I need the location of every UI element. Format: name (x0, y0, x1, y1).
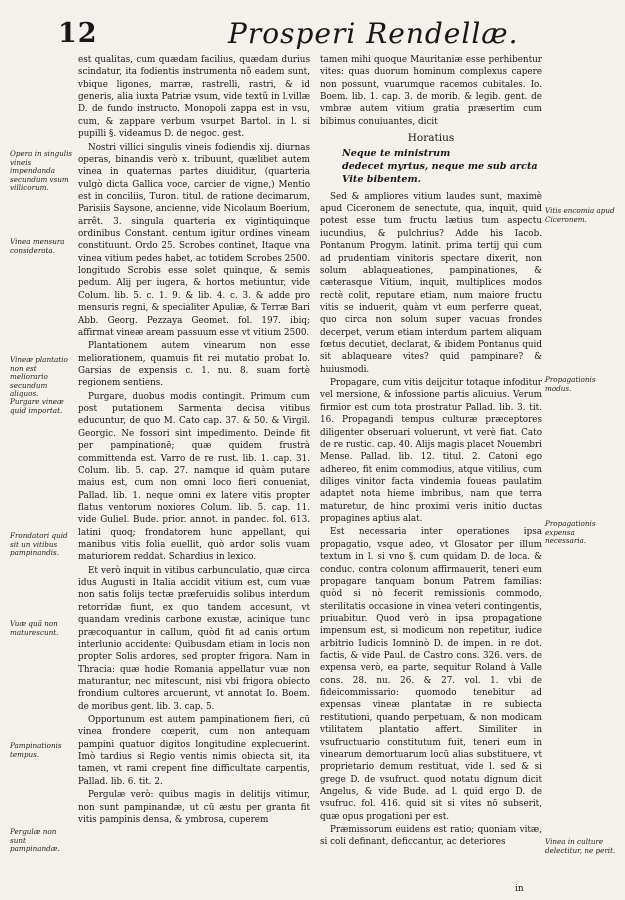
margin-note: Frondatori quid sit un vitibus pampinandis. (10, 531, 68, 558)
paragraph: Et verò inquit in vitibus carbunculatio, quæ circa idus Augusti in Italia accidit vitium est, cum vuæ non satis folijs tectæ præferuidis solibus interdum retorridæ fiunt, ex quo tandem accesunt, vt quandam vredinis carbone exustæ, acinique tunc præcoquantur in callum, quòd fit ad canis ortum interlunio accidente: Quibusdam etiam in locis non propter Solis ardores, sed propter frigora. Nam in Thracia: quæ hodie Romania appellatur vuæ non maturantur, nec mitescunt, nisi vbi frigora obiecto frondium cultores arcuerunt, vt annotat Io. Boem. de moribus gent. lib. 3. cap. 5. (78, 565, 310, 712)
paragraph: Sed & ampliores vitium laudes sunt, maximè apud Ciceronem de senectute, qua, inquit, quid potest esse tum fructu lætius tum aspectu iucundius, & pulchrius? Adde his Iacob. Pontanum Progym. latinit. prima tertij qui cum ad prudentiam vinitoris spectare dixerit, non solum ablaqueationes, pampinationes, & cæterasque Vitium, inquit, multiplices modos rectè colit, reputare etiam, num maiore fructu vitis se induerit, quàm vt eum perferre queat, quo circa non solum super vacuas frondes decerpet, verum etiam interdum partem aliquam fœtus decutiet, declarat, & ibidem Pontanus quid sit ablaqueare vites? quid pampinare? & huiusmodi. (320, 191, 542, 375)
margin-note: Vinea mensura considerata. (10, 237, 65, 255)
margin-note: Vitis encomia apud Ciceronem. (545, 206, 615, 224)
poem-quote (342, 147, 542, 187)
margin-note: Pampinationis tempus. (10, 741, 62, 759)
paragraph: est qualitas, cum quædam facilius, quædam durius scindatur, ita fodientis instrumenta nõ eadem sunt, vbique ligones, marræ, rastrelli, rastri, & id generis, alia iuxta Patriæ vsum, vide textũ in l.villæ D. de fundo instructo. Monopoli zappa est in vsu, cum, & zappare verbum vsurpet Bartol. in l. si pupilli §. videamus D. de negoc. gest. (78, 55, 310, 140)
paragraph: Purgare, duobus modis contingit. Primum cum post putationem Sarmenta decisa vitibus educuntur, de quo M. Cato cap. 37. & 50. & Virgil. Georgic. Ne fossori sint impedimento. Deinde fit per pampinationē; quæ quidem frustrà committenda est. Varro de re rust. lib. 1. cap. 31. Colum. lib. 5. cap. 27. namque id quàm putare maius est, cum non omni loco fieri conueniat, Pallad. lib. 1. neque omni ex latere vitis propter flatus ventorum noxiores Colum. lib. 5. cap. 11. vide Guliel. Bude. prior. annot. in pandec. fol. 613. latini quoq; frondatorem hunc appellant, qui manibus vitis folia euellit, quò ardor solis vuam maturiorem reddat. Schardius in lexico. (78, 391, 310, 563)
margin-note: Opera in singulis vineis impendanda secundum vsum villicorum. (10, 149, 73, 193)
poem-line: dedecet myrtus, neque me sub arcta (342, 160, 538, 172)
paragraph: Nostri villici singulis vineis fodiendis xij. diurnas operas, binandis verò x. tribuunt, quælibet autem vinea in quaternas partes diuiditur, (quarteria vulgò dicta Gallica voce, carcier de vigne,) Mentio est in conciliis, Turon. titul. de ratione decimarum, Parisiis Saysone, ancienne, vide Nicolaum Boerium, arrêt. 3. singula quarteria ex vigintiquinque ordinibus Constant. centum igitur ordines vineam constituunt. Ordo 25. Scrobes continet, Itaque vna vinea vitium pedes habet, ac totidem Scrobes 2500. longitudo Scrobis esse solet quinque, & semis pedum. Alij per iugera, & hortos metiuntur, vide Colum. lib. 5. c. 1. 9. & lib. 4. c. 3. & adde pro mensuris regni, & specialiter Apuliæ, & Terræ Bari Abb. Georg. Pezzaya Geomet. fol. 197. ibiq; affirmat vineæ aream passuum esse vt vitium 2500. (78, 142, 310, 338)
margin-note: Propagationis expensa necessaria. (545, 519, 596, 546)
poem-heading: Horatius (407, 132, 455, 145)
catchword: in (515, 884, 524, 894)
poem-line: Neque te ministrum (342, 147, 451, 159)
paragraph: Plantationem autem vinearum non esse meliorationem, quamuis fit rei mutatio probat Io. Garsias de expensis c. 1. nu. 8. suam fortè regionem sentiens. (78, 341, 310, 389)
margin-note: Propagationis modus. (545, 375, 596, 393)
text-column-right (320, 54, 542, 850)
running-title: Prosperi Rendellæ. (228, 17, 519, 50)
paragraph: Opportunum est autem pampinationem fieri, cū vinea frondere cœperit, cum non antequam pampini quatuor digitos longitudine explecuerint. Imò tardius si Regio ventis nimis obiecta sit, ita tamen, vt rami crepent fine difficultate carpentis, Pallad. lib. 6. tit. 2. (78, 715, 310, 787)
margin-note: Vinea in culture delectitur, ne perit. (545, 837, 616, 855)
page-number: 12 (58, 18, 98, 49)
paragraph: Præmissorum euidens est ratio; quoniam vitæ, si coli definant, deficcantur, ac deteriores (320, 825, 542, 848)
paragraph: Est necessaria inter operationes ipsa propagatio, vsque adeo, vt Glosator per illum textum in l. si vno §. cum quidam D. de loca. & conduc. contra colonum affirmauerit, teneri eum propagare tanquam bonum Patrem familias: quòd si nò fecerit remissionis commodo, sterilitatis occasione in vinea veteri contingentis, priuabitur. Quod verò in ipsa propagatione impensum est, si modicum non repetitur, iudice arbitrio Iudicis Iomninò D. de impen. in re dot. factis, & vide Paul. de Castro cons. 326. vers. de expensa verò, ea parte, sequitur Roland à Valle cons. 28. nu. 26. & 27. vol. 1. vbi de fideicommissario: quomodo tenebitur ad expensas vineæ plantatæ in re subiecta restitutioni, quando perpetuam, & non modicam vtilitatem plantatio affert. Similiter in vsufructuario constitutum fuit, teneri eum in vinearum demortuarum locū alias substituere, vt proprietario demum restituat, vide l. sed & si grege D. de vsufruct. quod notatu dignum dicit Angelus, & vide Bude. ad l. quid ergo D. de vsufruc. fol. 416. quid sit si vites nō subserit, quæ opus progationi per est. (320, 527, 542, 822)
paragraph: Propagare, cum vitis deijcitur totaque infoditur vel mersione, & infossione partis alicuius. Verum firmior est cum tota prostratur Pallad. lib. 3. tit. 16. Propagandi tempus culturæ præceptores diligenter obseruari voluerunt, vt verè fiat. Cato de re rustic. cap. 40. Alijs magis placet Nouembri Mense. Pallad. lib. 12. titul. 2. Catoni ego adhereo, fit enim commodius, atque vitilius, cum diliges vinitor facta vindemia foueas paulatim adaptet nota hieme imbribus, nam que terra maturetur, de hinc proximi veris initio ductas propagines aptius alat. (320, 378, 542, 525)
paragraph: Pergulæ verò: quibus magis in delitijs vitimur, non sunt pampinandæ, ut cū æstu per granta fit vitis pampinis densa, & ymbrosa, cuperem (78, 790, 310, 825)
page-header (58, 18, 598, 52)
paragraph: tamen mihi quoque Mauritaniæ esse perhibentur vites: quas duorum hominum complexus capere non possunt, vuarumque racemos cubitales. Io. Boem. lib. 1. cap. 3. de morib. & legib. gent. de vmbræ autem vitium gratia præsertim cum bibimus conuiuantes, dicit (320, 55, 542, 127)
margin-note: Vineæ plantatio non est meliorario secundum aliquos. (10, 355, 68, 399)
text-column-left (78, 54, 310, 827)
margin-note: Purgare vineæ quid importat. (10, 397, 64, 415)
poem-line: Vite bibentem. (342, 174, 421, 186)
margin-note: Pergulæ non sunt pampinandæ. (10, 827, 60, 854)
margin-note: Vuæ quã non maturescunt. (10, 619, 59, 637)
